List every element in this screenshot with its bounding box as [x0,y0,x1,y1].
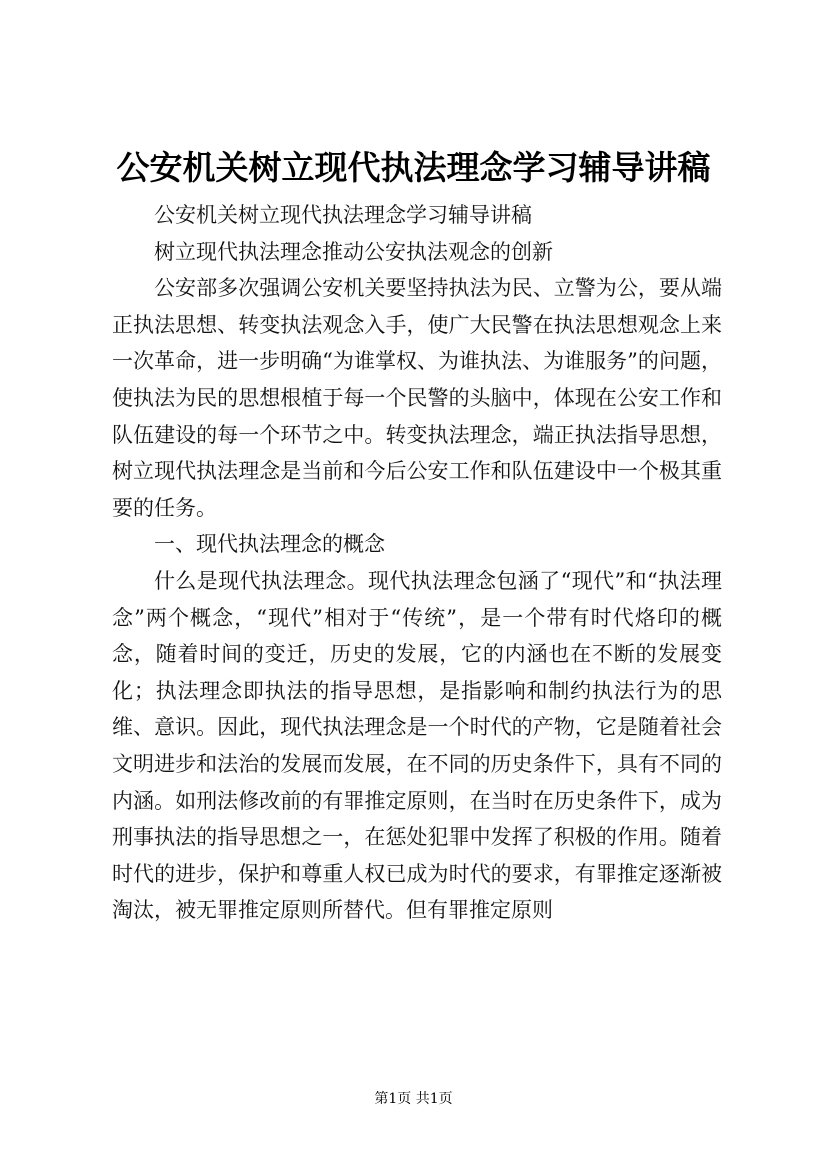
paragraph-concept: 什么是现代执法理念。现代执法理念包涵了“现代”和“执法理念”两个概念，“现代”相对于“传统”，是一个带有时代烙印的概念，随着时间的变迁，历史的发展，它的内涵也在不断的发展变化；执法理念即执法的指导思想，是指影响和制约执法行为的思维、意识。因此，现代执法理念是一个时代的产物，它是随着社会文明进步和法治的发展而发展，在不同的历史条件下，具有不同的内涵。如刑法修改前的有罪推定原则，在当时在历史条件下，成为刑事执法的指导思想之一，在惩处犯罪中发挥了积极的作用。随着时代的进步，保护和尊重人权已成为时代的要求，有罪推定逐渐被淘汰，被无罪推定原则所替代。但有罪推定原则 [112,568,722,923]
paragraph-intro: 公安部多次强调公安机关要坚持执法为民、立警为公，要从端正执法思想、转变执法观念入手，使广大民警在执法思想观念上来一次革命，进一步明确“为谁掌权、为谁执法、为谁服务”的问题，使执法为民的思想根植于每一个民警的头脑中，体现在公安工作和队伍建设的每一个环节之中。转变执法理念，端正执法指导思想，树立现代执法理念是当前和今后公安工作和队伍建设中一个极其重要的任务。 [112,276,722,520]
document-title: 公安机关树立现代执法理念学习辅导讲稿 [116,148,711,187]
page-footer: 第1页 共1页 [374,1091,453,1107]
paragraph-heading: 树立现代执法理念推动公安执法观念的创新 [154,239,553,264]
section-heading: 一、现代执法理念的概念 [154,532,385,557]
paragraph-subtitle: 公安机关树立现代执法理念学习辅导讲稿 [154,203,532,227]
document-body [112,197,722,929]
